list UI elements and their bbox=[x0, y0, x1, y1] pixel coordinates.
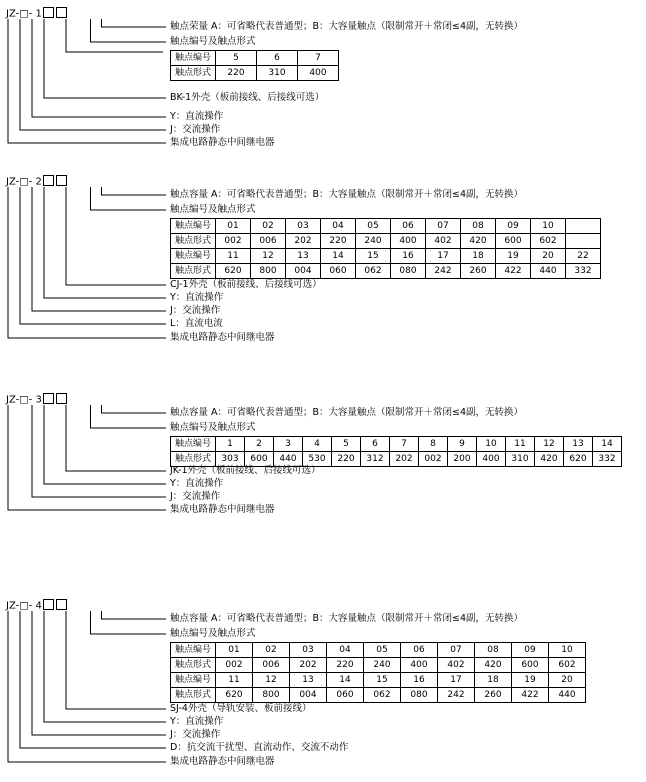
table-cell: 312 bbox=[361, 452, 390, 467]
note-3-5: J：交流操作 bbox=[170, 491, 221, 502]
table-cell: 14 bbox=[327, 673, 364, 688]
table-cell: 触点编号 bbox=[171, 673, 216, 688]
note-3-4: Y：直流操作 bbox=[170, 478, 224, 489]
note-1-5: J：交流操作 bbox=[170, 124, 221, 135]
note-3-3: JK-1外壳（板前接线、后接线可选） bbox=[170, 465, 321, 476]
table-cell: 7 bbox=[298, 51, 339, 66]
note-2-5: J：交流操作 bbox=[170, 305, 221, 316]
note-1-1: 触点荣量 A：可省略代表普通型；B：大容量触点（限制常开＋常闭≤4副，无转换） bbox=[170, 21, 524, 32]
table-cell: 19 bbox=[512, 673, 549, 688]
model-code-text: JZ-□- 2 bbox=[6, 176, 42, 188]
note-2-1: 触点容量 A：可省略代表普通型；B：大容量触点（限制常开＋常闭≤4副，无转换） bbox=[170, 189, 524, 200]
table-cell: 002 bbox=[419, 452, 448, 467]
table-cell: 07 bbox=[438, 643, 475, 658]
contact-table-3 bbox=[170, 436, 622, 467]
note-1-3: BK-1外壳（板前接线、后接线可选） bbox=[170, 92, 325, 103]
table-cell: 620 bbox=[216, 688, 253, 703]
table-cell: 22 bbox=[566, 249, 601, 264]
table-cell: 15 bbox=[364, 673, 401, 688]
table-cell: 3 bbox=[274, 437, 303, 452]
table-cell: 09 bbox=[512, 643, 549, 658]
designation-block-2 bbox=[0, 168, 646, 358]
table-cell: 19 bbox=[496, 249, 531, 264]
note-4-6: D：抗交流干扰型、直流动作、交流不动作 bbox=[170, 742, 349, 753]
note-2-3: CJ-1外壳（板前接线、后接线可选） bbox=[170, 279, 322, 290]
table-cell: 332 bbox=[593, 452, 622, 467]
table-cell: 420 bbox=[475, 658, 512, 673]
note-3-6: 集成电路静态中间继电器 bbox=[170, 504, 275, 515]
table-cell: 620 bbox=[216, 264, 251, 279]
table-cell: 060 bbox=[327, 688, 364, 703]
table-row bbox=[171, 219, 601, 234]
table-cell: 620 bbox=[564, 452, 593, 467]
table-cell: 触点形式 bbox=[171, 452, 216, 467]
table-cell: 9 bbox=[448, 437, 477, 452]
designation-block-3 bbox=[0, 386, 646, 546]
note-4-5: J：交流操作 bbox=[170, 729, 221, 740]
table-row bbox=[171, 66, 339, 81]
table-cell: 17 bbox=[438, 673, 475, 688]
designation-block-1 bbox=[0, 0, 646, 150]
table-cell: 530 bbox=[303, 452, 332, 467]
table-row bbox=[171, 643, 586, 658]
note-4-2: 触点编号及触点形式 bbox=[170, 628, 256, 639]
table-cell: 310 bbox=[257, 66, 298, 81]
table-cell: 11 bbox=[216, 249, 251, 264]
table-cell: 242 bbox=[426, 264, 461, 279]
table-cell: 14 bbox=[593, 437, 622, 452]
table-cell: 13 bbox=[286, 249, 321, 264]
table-cell: 触点形式 bbox=[171, 234, 216, 249]
table-cell: 800 bbox=[251, 264, 286, 279]
table-cell: 440 bbox=[274, 452, 303, 467]
table-cell: 202 bbox=[286, 234, 321, 249]
table-row bbox=[171, 234, 601, 249]
note-2-2: 触点编号及触点形式 bbox=[170, 204, 256, 215]
table-cell: 05 bbox=[364, 643, 401, 658]
table-cell: 440 bbox=[531, 264, 566, 279]
table-cell: 080 bbox=[401, 688, 438, 703]
table-cell: 触点编号 bbox=[171, 51, 216, 66]
note-2-7: 集成电路静态中间继电器 bbox=[170, 332, 275, 343]
table-cell bbox=[566, 234, 601, 249]
table-cell: 2 bbox=[245, 437, 274, 452]
table-cell: 触点形式 bbox=[171, 264, 216, 279]
table-cell: 332 bbox=[566, 264, 601, 279]
table-cell: 触点编号 bbox=[171, 219, 216, 234]
table-cell: 12 bbox=[251, 249, 286, 264]
table-cell: 04 bbox=[327, 643, 364, 658]
table-cell: 400 bbox=[477, 452, 506, 467]
table-cell: 400 bbox=[401, 658, 438, 673]
table-cell: 4 bbox=[303, 437, 332, 452]
table-cell: 07 bbox=[426, 219, 461, 234]
table-cell: 16 bbox=[391, 249, 426, 264]
table-cell: 6 bbox=[257, 51, 298, 66]
table-cell: 触点编号 bbox=[171, 249, 216, 264]
table-row bbox=[171, 688, 586, 703]
table-cell: 触点编号 bbox=[171, 643, 216, 658]
table-cell: 01 bbox=[216, 219, 251, 234]
model-code-text: JZ-□- 3 bbox=[6, 394, 42, 406]
table-cell: 400 bbox=[391, 234, 426, 249]
note-2-4: Y：直流操作 bbox=[170, 292, 224, 303]
table-cell: 09 bbox=[496, 219, 531, 234]
table-cell: 004 bbox=[290, 688, 327, 703]
note-3-2: 触点编号及触点形式 bbox=[170, 422, 256, 433]
table-cell: 260 bbox=[461, 264, 496, 279]
table-cell: 600 bbox=[496, 234, 531, 249]
table-cell: 触点编号 bbox=[171, 437, 216, 452]
table-cell: 13 bbox=[564, 437, 593, 452]
table-cell: 15 bbox=[356, 249, 391, 264]
note-4-7: 集成电路静态中间继电器 bbox=[170, 756, 275, 767]
table-cell: 18 bbox=[475, 673, 512, 688]
table-cell: 062 bbox=[364, 688, 401, 703]
table-cell: 440 bbox=[549, 688, 586, 703]
table-cell: 242 bbox=[438, 688, 475, 703]
table-cell: 10 bbox=[477, 437, 506, 452]
table-cell: 1 bbox=[216, 437, 245, 452]
table-cell: 04 bbox=[321, 219, 356, 234]
table-cell: 10 bbox=[549, 643, 586, 658]
contact-table-1 bbox=[170, 50, 339, 81]
table-cell: 600 bbox=[245, 452, 274, 467]
table-cell: 303 bbox=[216, 452, 245, 467]
table-cell: 20 bbox=[549, 673, 586, 688]
table-cell: 08 bbox=[475, 643, 512, 658]
table-cell: 18 bbox=[461, 249, 496, 264]
table-cell: 03 bbox=[290, 643, 327, 658]
table-cell: 08 bbox=[461, 219, 496, 234]
table-cell: 12 bbox=[253, 673, 290, 688]
table-row bbox=[171, 658, 586, 673]
table-cell: 17 bbox=[426, 249, 461, 264]
note-4-1: 触点容量 A：可省略代表普通型；B：大容量触点（限制常开＋常闭≤4副，无转换） bbox=[170, 613, 524, 624]
table-cell: 01 bbox=[216, 643, 253, 658]
table-cell: 02 bbox=[253, 643, 290, 658]
table-cell: 080 bbox=[391, 264, 426, 279]
table-cell: 11 bbox=[506, 437, 535, 452]
table-cell: 7 bbox=[390, 437, 419, 452]
table-cell bbox=[566, 219, 601, 234]
table-cell: 402 bbox=[426, 234, 461, 249]
table-cell: 06 bbox=[391, 219, 426, 234]
table-cell: 12 bbox=[535, 437, 564, 452]
table-cell: 402 bbox=[438, 658, 475, 673]
table-cell: 602 bbox=[531, 234, 566, 249]
table-cell: 10 bbox=[531, 219, 566, 234]
table-cell: 800 bbox=[253, 688, 290, 703]
table-cell: 05 bbox=[356, 219, 391, 234]
table-cell: 240 bbox=[356, 234, 391, 249]
table-row bbox=[171, 264, 601, 279]
table-cell: 602 bbox=[549, 658, 586, 673]
table-cell: 06 bbox=[401, 643, 438, 658]
table-cell: 13 bbox=[290, 673, 327, 688]
table-row bbox=[171, 673, 586, 688]
table-cell: 060 bbox=[321, 264, 356, 279]
table-cell: 220 bbox=[327, 658, 364, 673]
table-cell: 002 bbox=[216, 658, 253, 673]
table-row bbox=[171, 249, 601, 264]
table-cell: 422 bbox=[496, 264, 531, 279]
table-cell: 触点形式 bbox=[171, 688, 216, 703]
note-4-4: Y：直流操作 bbox=[170, 716, 224, 727]
table-cell: 16 bbox=[401, 673, 438, 688]
table-cell: 422 bbox=[512, 688, 549, 703]
table-cell: 004 bbox=[286, 264, 321, 279]
table-cell: 202 bbox=[390, 452, 419, 467]
note-1-4: Y：直流操作 bbox=[170, 111, 224, 122]
table-cell: 20 bbox=[531, 249, 566, 264]
note-3-1: 触点容量 A：可省略代表普通型；B：大容量触点（限制常开＋常闭≤4副，无转换） bbox=[170, 407, 524, 418]
note-1-2: 触点编号及触点形式 bbox=[170, 36, 256, 47]
table-cell: 14 bbox=[321, 249, 356, 264]
table-cell: 11 bbox=[216, 673, 253, 688]
table-cell: 220 bbox=[321, 234, 356, 249]
table-cell: 002 bbox=[216, 234, 251, 249]
table-cell: 6 bbox=[361, 437, 390, 452]
table-cell: 5 bbox=[216, 51, 257, 66]
table-cell: 03 bbox=[286, 219, 321, 234]
table-cell: 202 bbox=[290, 658, 327, 673]
table-cell: 8 bbox=[419, 437, 448, 452]
table-cell: 310 bbox=[506, 452, 535, 467]
designation-block-4 bbox=[0, 592, 646, 782]
model-code-text: JZ-□- 1 bbox=[6, 8, 42, 20]
table-cell: 260 bbox=[475, 688, 512, 703]
note-2-6: L：直流电流 bbox=[170, 318, 223, 329]
model-code-text: JZ-□- 4 bbox=[6, 600, 42, 612]
table-cell: 5 bbox=[332, 437, 361, 452]
contact-table-4 bbox=[170, 642, 586, 703]
table-cell: 400 bbox=[298, 66, 339, 81]
table-cell: 420 bbox=[461, 234, 496, 249]
table-row bbox=[171, 51, 339, 66]
table-cell: 240 bbox=[364, 658, 401, 673]
table-cell: 02 bbox=[251, 219, 286, 234]
table-cell: 220 bbox=[216, 66, 257, 81]
table-cell: 200 bbox=[448, 452, 477, 467]
table-cell: 触点形式 bbox=[171, 658, 216, 673]
table-cell: 062 bbox=[356, 264, 391, 279]
contact-table-2 bbox=[170, 218, 601, 279]
note-1-6: 集成电路静态中间继电器 bbox=[170, 137, 275, 148]
table-cell: 触点形式 bbox=[171, 66, 216, 81]
table-cell: 006 bbox=[251, 234, 286, 249]
table-cell: 006 bbox=[253, 658, 290, 673]
note-4-3: SJ-4外壳（导轨安装、板前接线） bbox=[170, 703, 312, 714]
table-cell: 220 bbox=[332, 452, 361, 467]
table-cell: 600 bbox=[512, 658, 549, 673]
table-cell: 420 bbox=[535, 452, 564, 467]
table-row bbox=[171, 437, 622, 452]
